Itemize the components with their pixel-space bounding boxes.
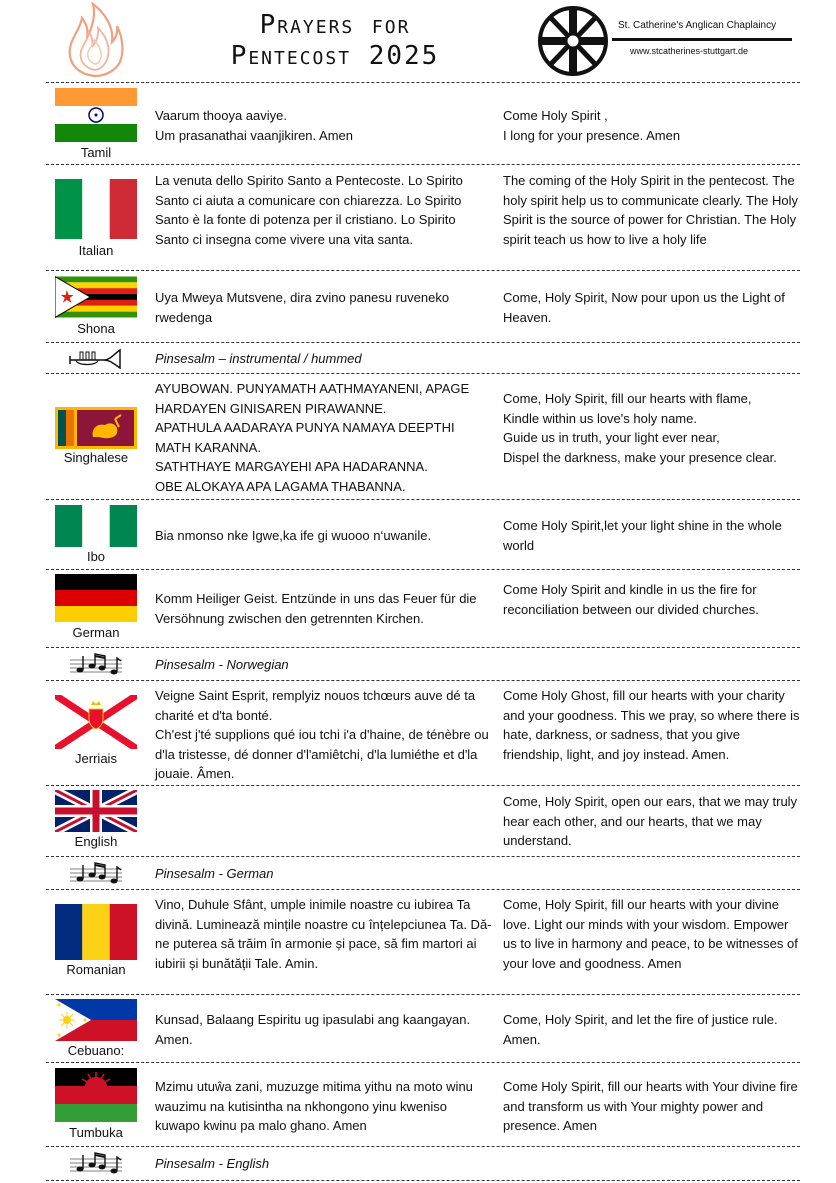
- language-label: Shona: [77, 321, 115, 336]
- language-label: Singhalese: [63, 450, 129, 465]
- prayer-text: La venuta dello Spirito Santo a Pentecoste. Lo Spirito Santo ci aiuta a comunicare con chiarezza. Lo Spirito Santo è la fonte di potenza per il cristiano. Lo Spirito Santo ci insegna come vivere una vita santa.: [155, 173, 463, 247]
- logo-divider: [612, 38, 792, 41]
- english-translation: Come, Holy Spirit, fill our hearts with flame, Kindle within us love's holy name. Guide us in truth, your light ever near, Dispel the darkness, make your presence clear.: [503, 391, 777, 465]
- title-line-2: Pentecost 2025: [230, 41, 440, 71]
- prayer-row-shona: [46, 270, 800, 343]
- prayer-row-cebuano: [46, 994, 800, 1063]
- italy-flag: [55, 179, 137, 239]
- language-label: German: [72, 625, 120, 640]
- nigeria-flag: [55, 505, 137, 547]
- language-label: Cebuano:: [67, 1043, 125, 1058]
- india-flag: [55, 88, 137, 142]
- uk-flag: [55, 790, 137, 832]
- language-label: Tumbuka: [69, 1125, 123, 1140]
- prayer-text: Komm Heiliger Geist. Entzünde in uns das Feuer für die Versöhnung zwischen den getrennten Kirchen.: [155, 591, 477, 626]
- prayer-text: Bia nmonso nke Igwe,ka ife gi wuooo n‘uwanile.: [155, 528, 432, 543]
- language-label: Romanian: [66, 962, 126, 977]
- language-label: Jerriais: [75, 751, 117, 766]
- english-translation: Come Holy Spirit and kindle in us the fire for reconciliation between our divided churches.: [503, 582, 759, 617]
- interlude-label: Pinsesalm - English: [155, 1156, 270, 1171]
- music-notes-icon: [68, 1151, 124, 1175]
- prayer-text: Vino, Duhule Sfânt, umple inimile noastre cu iubirea Ta divină. Luminează mințile noastre cu înțelepciunea Ta. Dă-ne puterea să trăim în armonie și pace, să fim martori ai iubirii și bunătății Tale. Amin.: [155, 897, 492, 971]
- english-translation: The coming of the Holy Spirit in the pentecost. The holy spirit help us to communicate clearly. The Holy Spirit is the source of power for Christian. The Holy spirit teach us how to live a holy life: [503, 173, 799, 247]
- english-translation: Come Holy Spirit, fill our hearts with Your divine fire and transform us with Your mighty power and presence. Amen: [503, 1079, 798, 1133]
- language-label: Ibo: [86, 549, 106, 564]
- english-translation: Come, Holy Spirit, and let the fire of justice rule. Amen.: [503, 1012, 778, 1047]
- prayer-row-tamil: [46, 82, 800, 165]
- zimbabwe-flag: [55, 276, 137, 318]
- interlude-label: Pinsesalm - German: [155, 866, 274, 881]
- interlude-label: Pinsesalm - Norwegian: [155, 657, 289, 672]
- page-title: [190, 10, 480, 72]
- language-label: English: [74, 834, 118, 849]
- music-notes-icon: [68, 652, 124, 676]
- prayer-row-italian: [46, 164, 800, 271]
- prayer-text: Veigne Saint Esprit, remplyiz nouos tchœurs auve dé ta charité et d'ta bonté. Ch'est j'té supplions qué iou tchi i'a d'haine, de ténèbre ou d'la tristesse, dé donner d'l'amiêtchi, d'la lumiéthe et d'la jouaie. Âmen.: [155, 688, 489, 781]
- website-url: www.stcatherines-stuttgart.de: [630, 46, 749, 56]
- english-translation: Come Holy Spirit,let your light shine in the whole world: [503, 518, 782, 553]
- jersey-flag: [55, 695, 137, 749]
- english-translation: Come Holy Spirit , I long for your presence. Amen: [503, 108, 681, 143]
- prayer-row-romanian: [46, 889, 800, 995]
- flame-icon: [66, 2, 124, 78]
- prayer-row-singhalese: [46, 373, 800, 500]
- interlude-row: [46, 342, 800, 374]
- title-line-1: Prayers for: [259, 10, 411, 40]
- page-header: [0, 0, 836, 82]
- english-translation: Come, Holy Spirit, fill our hearts with your divine love. Light our minds with your wisdom. Empower us to live in harmony and peace, to be witnesses of your love and goodness. Amen: [503, 897, 798, 971]
- sri-lanka-flag: [55, 407, 137, 449]
- interlude-label: Pinsesalm – instrumental / hummed: [155, 351, 362, 366]
- prayer-text: AYUBOWAN. PUNYAMATH AATHMAYANENI, APAGE HARDAYEN GINISAREN PIRAWANNE. APATHULA AADARAYA PUNYA NAMAYA DEEPTHI MATH KARANNA. SATHTHAYE MARGAYEHI APA HADARANNA. OBE ALOKAYA APA LAGAMA THABANNA.: [155, 381, 470, 494]
- prayer-row-english: [46, 785, 800, 857]
- prayer-text: Mzimu utuŵa zani, muzuzge mitima yithu na moto winu wauzimu na kutisintha na nkhongono yinu kweniso kuwapo kwinu pa malo ghano. Amen: [155, 1079, 473, 1133]
- prayer-row-jerriais: [46, 680, 800, 786]
- malawi-flag: [55, 1068, 137, 1122]
- germany-flag: [55, 574, 137, 622]
- st-catherine-cross-logo: [536, 5, 610, 77]
- interlude-row: [46, 856, 800, 890]
- english-translation: Come, Holy Spirit, Now pour upon us the Light of Heaven.: [503, 290, 785, 325]
- english-translation: Come, Holy Spirit, open our ears, that we may truly hear each other, and our hearts, that we may understand.: [503, 794, 798, 848]
- language-label: Italian: [78, 243, 114, 258]
- interlude-row: [46, 1146, 800, 1181]
- chaplaincy-name: St. Catherine's Anglican Chaplaincy: [618, 20, 777, 31]
- language-label: Tamil: [80, 145, 112, 160]
- philippines-flag: [55, 999, 137, 1041]
- prayer-row-tumbuka: [46, 1062, 800, 1147]
- prayer-text: Vaarum thooya aaviye. Um prasanathai vaanjikiren. Amen: [155, 108, 353, 143]
- english-translation: Come Holy Ghost, fill our hearts with your charity and your goodness. This we pray, so where there is hate, darkness, or sadness, that you give friendship, light, and joy instead. Amen.: [503, 688, 800, 762]
- prayer-text: Uya Mweya Mutsvene, dira zvino panesu ruveneko rwedenga: [155, 290, 450, 325]
- music-notes-icon: [68, 861, 124, 885]
- prayer-text: Kunsad, Balaang Espiritu ug ipasulabi ang kaangayan. Amen.: [155, 1012, 471, 1047]
- prayer-row-ibo: [46, 499, 800, 570]
- romania-flag: [55, 904, 137, 960]
- trumpet-icon: [68, 346, 124, 370]
- interlude-row: [46, 647, 800, 681]
- prayer-row-german: [46, 569, 800, 648]
